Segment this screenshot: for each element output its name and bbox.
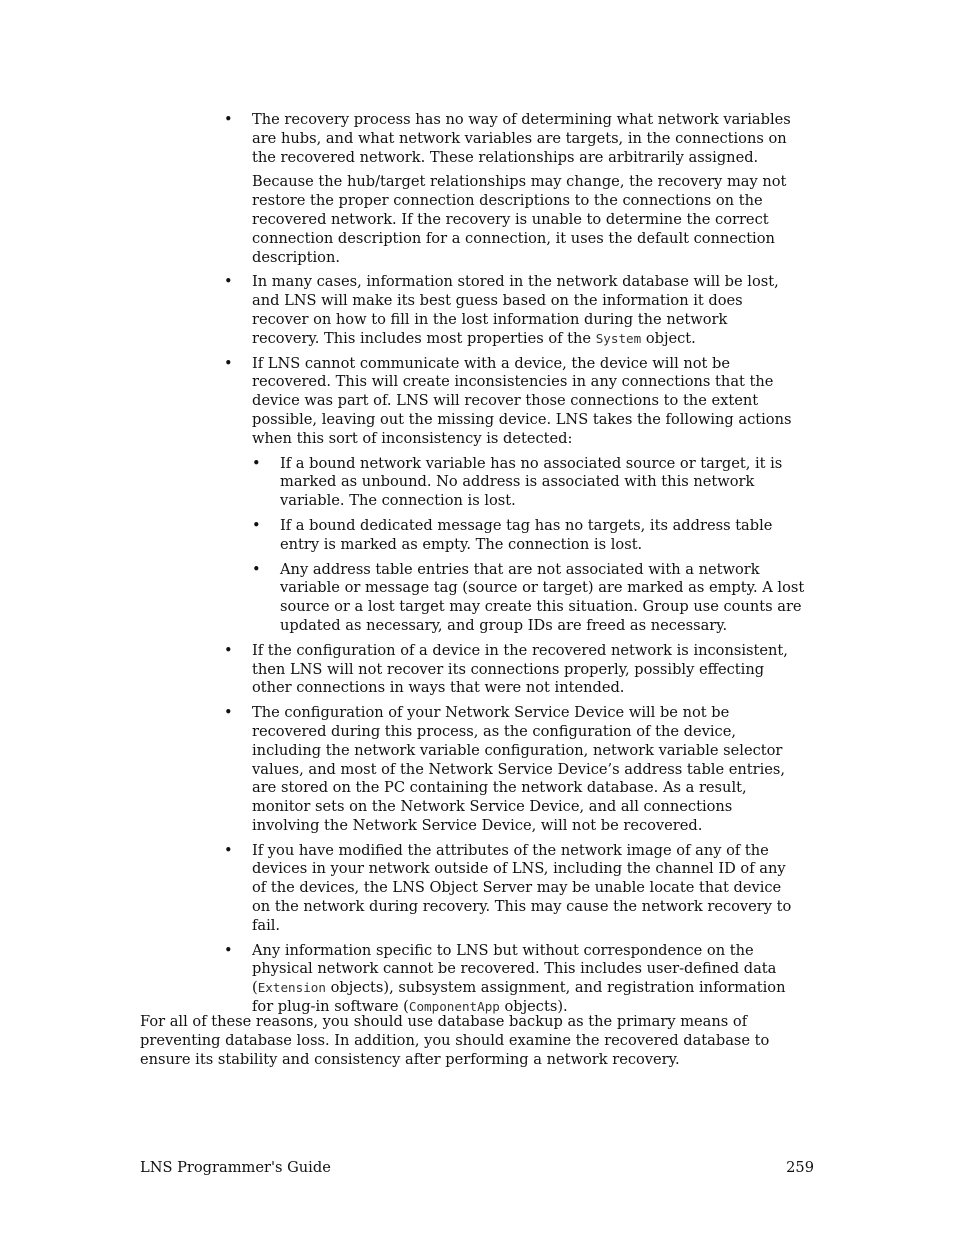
code-system: System: [595, 330, 642, 346]
bullet-paragraph: • The configuration of your Network Service Device will be not be recovered during this process, as the configuration of the device, including the network variable configuration, network variable selector values, and most of the Network Service Device’s address table entries, are stored on the PC containing the network database. As a result, monitor sets on the Network Service Device, and all connections involving the Network Service Device, will not be recovered.: [252, 704, 786, 834]
bullet-item-hub-target: [224, 111, 794, 267]
code-extension: Extension: [257, 980, 326, 996]
bullet-item-inconsistent-configuration: [224, 642, 794, 698]
footer-page-number: 259: [786, 1159, 814, 1176]
sub-bullet-item: • If a bound dedicated message tag has no targets, its address table entry is marked as empty. The connection is lost.: [252, 517, 816, 555]
bullet-paragraph: • If LNS cannot communicate with a device, the device will not be recovered. This will create inconsistencies in any connections that the device was part of. LNS will recover those connections to the extent possible, leaving out the missing device. LNS takes the following actions when this sort of inconsistency is detected:: [252, 354, 792, 447]
sub-bullet-item: • If a bound network variable has no associated source or target, it is marked as unbound. No address is associated with this network variable. The connection is lost.: [252, 455, 816, 511]
sub-bullet-item: • Any address table entries that are not associated with a network variable or message tag (source or target) are marked as empty. A lost source or a lost target may create this situation. Group use counts are updated as necessary, and group IDs are freed as necessary.: [252, 561, 816, 636]
text-run: objects).: [499, 998, 568, 1016]
bullet-paragraph: [252, 273, 794, 348]
bullet-paragraph: • If you have modified the attributes of the network image of any of the devices in your network outside of LNS, including the channel ID of any of the devices, the LNS Object Server may be unable locate that device on the network during recovery. This may cause the network recovery to fail.: [252, 841, 792, 934]
bullet-list: [224, 111, 805, 1023]
text-run: object.: [641, 329, 696, 347]
text-run: Any information specific to LNS but without correspondence on the physical network cannot be recovered. This includes user-defined data (: [252, 941, 777, 997]
bullet-paragraph: Because the hub/target relationships may change, the recovery may not restore the proper connection descriptions to the connections on the recovered network. If the recovery is unable to determine the correct connection description for a connection, it uses the default connection description.: [252, 173, 787, 266]
text-run: In many cases, information stored in the network database will be lost, and LNS will make its best guess based on the information it does recover on how to fill in the lost information during the network recovery. This includes most properties of the: [252, 273, 779, 347]
footer-title: LNS Programmer's Guide: [140, 1159, 331, 1176]
text-run: objects), subsystem assignment, and registration information for plug-in software (: [252, 979, 786, 1016]
sub-bullet-list: [252, 454, 805, 636]
code-componentapp: ComponentApp: [408, 999, 500, 1015]
bullet-item-lns-specific-information: [224, 942, 794, 1017]
bullet-item-network-service-device: [224, 704, 794, 836]
bullet-item-lost-information: [224, 273, 794, 348]
bullet-item-modified-attributes: [224, 842, 794, 936]
bullet-paragraph: • If the configuration of a device in the recovered network is inconsistent, then LNS will not recover its connections properly, possibly effecting other connections in ways that were not intended.: [252, 641, 788, 697]
bullet-paragraph: • The recovery process has no way of determining what network variables are hubs, and what network variables are targets, in the connections on the recovered network. These relationships are arbitrarily assigned.: [252, 111, 791, 166]
bullet-item-device-communication: [224, 354, 805, 636]
bullet-paragraph: [252, 942, 794, 1017]
closing-paragraph: For all of these reasons, you should use database backup as the primary means of preventing database loss. In addition, you should examine the recovered database to ensure its stability and consistency after performing a network recovery.: [140, 1013, 770, 1068]
